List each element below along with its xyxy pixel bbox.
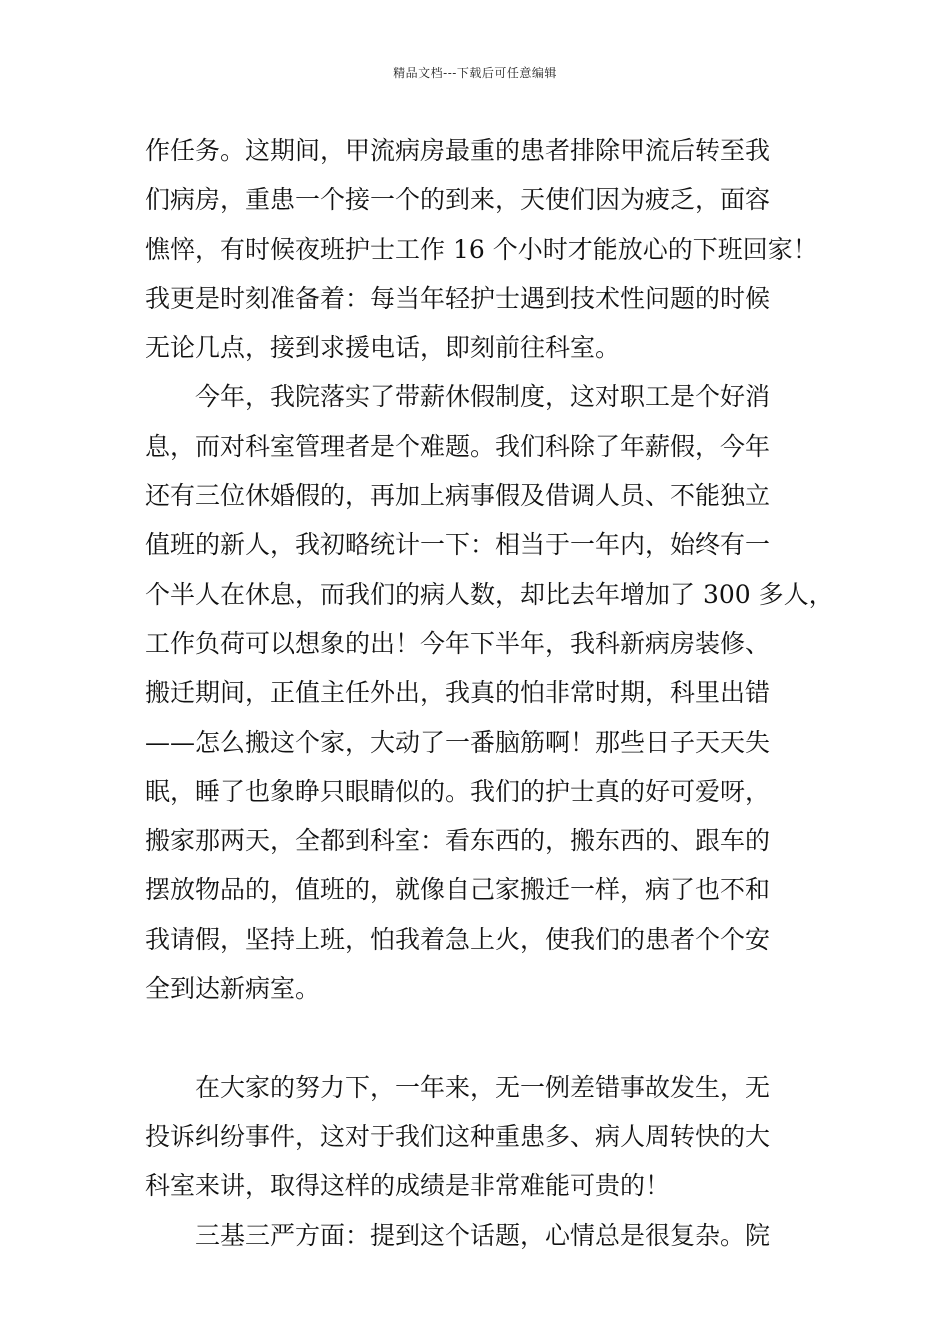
text-line: 今年，我院落实了带薪休假制度，这对职工是个好消 [195, 382, 771, 412]
text-line: 憔悴，有时候夜班护士工作 16 个小时才能放心的下班回家！ [145, 234, 818, 264]
text-line: 无论几点，接到求援电话，即刻前往科室。 [145, 333, 621, 363]
page-header: 精品文档---下载后可任意编辑 [393, 66, 557, 80]
text-line: 全到达新病室。 [145, 974, 321, 1004]
text-line: 还有三位休婚假的，再加上病事假及借调人员、不能独立 [145, 481, 771, 511]
text-line: 们病房，重患一个接一个的到来，天使们因为疲乏，面容 [145, 185, 771, 215]
text-line: 科室来讲，取得这样的成绩是非常难能可贵的！ [145, 1171, 671, 1201]
text-line: 作任务。这期间，甲流病房最重的患者排除甲流后转至我 [145, 136, 771, 165]
paragraph [145, 126, 818, 372]
paragraph [145, 1063, 810, 1211]
text-line: 摆放物品的，值班的，就像自己家搬迁一样，病了也不和 [145, 875, 771, 905]
text-line: 搬家那两天，全都到科室：看东西的，搬东西的、跟车的 [145, 826, 771, 856]
text-line: 在大家的努力下，一年来，无一例差错事故发生，无 [195, 1072, 771, 1102]
document-body [145, 126, 834, 1260]
paragraph [145, 1211, 810, 1260]
text-line: 我请假，坚持上班，怕我着急上火，使我们的患者个个安 [145, 924, 771, 954]
text-line: 搬迁期间，正值主任外出，我真的怕非常时期，科里出错 [145, 678, 771, 708]
text-line: 息，而对科室管理者是个难题。我们科除了年薪假，今年 [145, 431, 771, 461]
text-line: 投诉纠纷事件，这对于我们这种重患多、病人周转快的大 [145, 1121, 771, 1151]
text-line: ——怎么搬这个家，大动了一番脑筋啊！那些日子天天失 [145, 727, 771, 757]
paragraph [145, 372, 834, 1062]
text-line: 三基三严方面：提到这个话题，心情总是很复杂。院 [195, 1220, 771, 1250]
text-line: 值班的新人，我初略统计一下：相当于一年内，始终有一 [145, 530, 771, 560]
text-line: 工作负荷可以想象的出！今年下半年，我科新病房装修、 [145, 628, 771, 658]
text-line: 眠，睡了也象睁只眼睛似的。我们的护士真的好可爱呀， [145, 776, 771, 806]
text-line [145, 1013, 810, 1062]
text-line: 个半人在休息，而我们的病人数，却比去年增加了 300 多人， [145, 579, 834, 609]
text-line: 我更是时刻准备着：每当年轻护士遇到技术性问题的时候 [145, 283, 771, 313]
